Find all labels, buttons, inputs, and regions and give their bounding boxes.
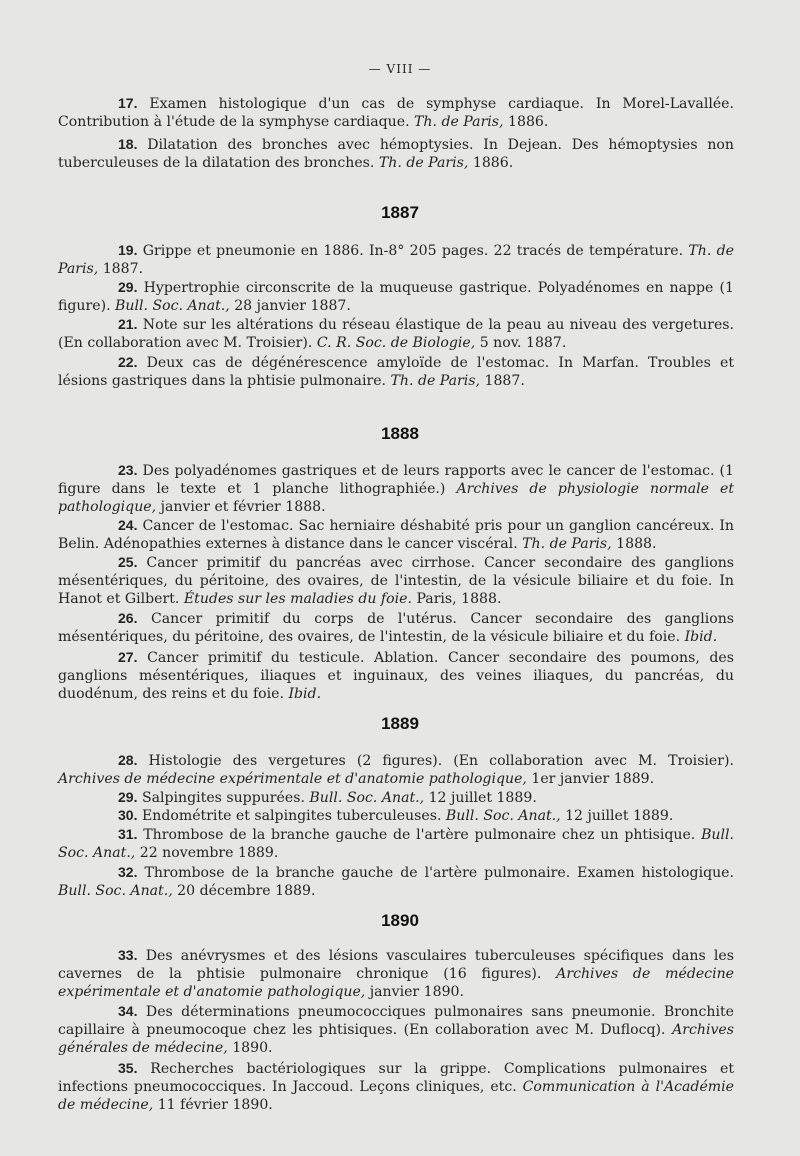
entry-number: 32. (118, 864, 138, 880)
entry-number: 30. (118, 807, 138, 823)
entry-date: janvier 1890. (369, 984, 464, 1001)
year-heading-1890: 1890 (381, 911, 419, 930)
entry-source: Th. de Paris, (390, 373, 481, 390)
entry-date: 28 janvier 1887. (234, 298, 351, 315)
entry-text: Des déterminations pneumococciques pulmonaires sans pneumonie. Bronchite capillaire à pneumocoque chez les phtisiques. (En collaboration avec M. Duflocq). (58, 1004, 734, 1039)
bibliography-entry (58, 1002, 734, 1058)
year-heading-1887: 1887 (381, 203, 419, 222)
entry-text: Hypertrophie circonscrite de la muqueuse gastrique. Polyadénomes en nappe (1 figure). (58, 280, 734, 315)
page-number: — VIII — (368, 62, 432, 76)
entry-text: Des anévrysmes et des lésions vasculaires tuberculeuses spécifiques dans les cavernes de la phtisie pulmonaire chronique (16 figures). (58, 948, 734, 983)
entry-number: 25. (118, 554, 138, 570)
bibliography-entry (58, 516, 734, 553)
entry-text: Histologie des vergetures (2 figures). (En collaboration avec M. Troisier). (148, 753, 734, 769)
entry-number: 17. (118, 95, 138, 111)
entry-number: 33. (118, 947, 138, 963)
bibliography-entry (58, 94, 734, 131)
entry-date: 20 décembre 1889. (177, 883, 316, 900)
entry-number: 23. (118, 462, 138, 478)
entry-text: Thrombose de la branche gauche de l'artère pulmonaire. Examen histologique. (144, 865, 734, 881)
bibliography-entry (58, 806, 734, 825)
entry-source: C. R. Soc. de Biologie, (316, 335, 476, 352)
entry-source: Bull. Soc. Anat., (309, 790, 425, 806)
entry-source: Ibid. (288, 686, 322, 703)
entry-date: 1890. (232, 1040, 273, 1057)
entry-date: 11 février 1890. (157, 1097, 273, 1114)
entry-source: Bull. Soc. Anat., (445, 808, 561, 824)
entry-text: Grippe et pneumonie en 1886. In-8° 205 pages. 22 tracés de température. (142, 243, 684, 259)
bibliography-entry (58, 788, 734, 807)
entry-source: Archives de médecine expérimentale et d'anatomie pathologique, (58, 771, 527, 788)
entry-date: 1er janvier 1889. (531, 771, 655, 788)
bibliography-entry (58, 825, 734, 862)
entry-text: Cancer de l'estomac. Sac herniaire déshabité pris pour un ganglion cancéreux. In Belin. Adénopathies externes à distance dans le cancer viscéral. (58, 518, 734, 553)
entry-number: 24. (118, 517, 138, 533)
entry-number: 28. (118, 752, 138, 768)
year-heading-1889: 1889 (381, 714, 419, 733)
entry-date: 5 nov. 1887. (479, 335, 567, 352)
entry-text: Deux cas de dégénérescence amyloïde de l'estomac. In Marfan. Troubles et lésions gastriques dans la phtisie pulmonaire. (58, 355, 734, 390)
bibliography-entry (58, 751, 734, 788)
entry-number: 27. (118, 649, 138, 665)
entry-text: Recherches bactériologiques sur la grippe. Complications pulmonaires et infections pneumococciques. In Jaccoud. Leçons cliniques, etc. (58, 1061, 734, 1096)
entry-text: Dilatation des bronches avec hémoptysies. In Dejean. Des hémoptysies non tuberculeuses de la dilatation des bronches. (58, 137, 734, 172)
bibliography-entry (58, 315, 734, 352)
entry-text: Des polyadénomes gastriques et de leurs rapports avec le cancer de l'estomac. (1 figure dans le texte et 1 planche lithographiée.) (58, 463, 734, 498)
entry-number: 34. (118, 1003, 138, 1019)
entry-date: 1886. (508, 114, 549, 131)
entry-text: Note sur les altérations du réseau élastique de la peau au niveau des vergetures. (En collaboration avec M. Troisier). (58, 317, 735, 352)
entry-source: Bull. Soc. Anat., (115, 298, 230, 315)
entry-source: Th. de Paris, (378, 155, 469, 172)
bibliography-entry (58, 863, 734, 900)
entry-text: Cancer primitif du testicule. Ablation. Cancer secondaire des poumons, des ganglions mésentériques, iliaques et inguinaux, des veines iliaques, du pancréas, du duodénum, des reins et du foie. (58, 650, 735, 703)
bibliography-entry (58, 461, 734, 517)
entry-number: 18. (118, 136, 138, 152)
bibliography-entry (58, 278, 734, 315)
bibliography-entry (58, 648, 734, 704)
year-heading-1888: 1888 (381, 424, 419, 443)
entry-text: Salpingites suppurées. (141, 790, 305, 806)
entry-date: Paris, 1888. (416, 591, 502, 608)
entry-number: 22. (118, 354, 138, 370)
entry-text: Cancer primitif du pancréas avec cirrhose. Cancer secondaire des ganglions mésentériques, du péritoine, des ovaires, de l'intestin, de la vésicule biliaire et du foie. In Hanot et Gilbert. (58, 555, 735, 608)
entry-source: Études sur les maladies du foie. (183, 591, 412, 608)
entry-source: Bull. Soc. Anat., (58, 827, 734, 862)
bibliography-entry (58, 241, 734, 278)
entry-text: Thrombose de la branche gauche de l'artère pulmonaire chez un phtisique. (143, 827, 696, 843)
entry-source: Th. de Paris, (414, 114, 504, 131)
entry-source: Archives générales de médecine, (58, 1022, 734, 1057)
entry-number: 35. (118, 1060, 138, 1076)
entry-source: Ibid. (684, 629, 718, 646)
entry-text: Examen histologique d'un cas de symphyse cardiaque. In Morel-Lavallée. Contribution à l'étude de la symphyse cardiaque. (58, 96, 735, 131)
entry-date: 12 juillet 1889. (428, 790, 537, 806)
bibliography-entry (58, 135, 734, 172)
entry-source: Th. de Paris, (58, 243, 734, 278)
entry-date: 1888. (616, 536, 657, 553)
entry-date: 22 novembre 1889. (139, 845, 279, 862)
bibliography-entry (58, 946, 734, 1002)
entry-text: Endométrite et salpingites tuberculeuses. (141, 808, 442, 824)
entry-text: Cancer primitif du corps de l'utérus. Cancer secondaire des ganglions mésentériques, du péritoine, des ovaires, de l'intestin, de la vésicule biliaire et du foie. (58, 611, 735, 646)
bibliography-entry (58, 1059, 734, 1115)
entry-source: Communication à l'Académie de médecine, (58, 1079, 735, 1114)
bibliography-entry (58, 353, 734, 390)
entry-date: 1887. (484, 373, 525, 390)
entry-source: Bull. Soc. Anat., (58, 883, 173, 900)
entry-number: 19. (118, 242, 138, 258)
entry-date: 1886. (472, 155, 514, 172)
entry-number: 26. (118, 610, 138, 626)
entry-number: 21. (118, 316, 138, 332)
bibliography-entry (58, 553, 734, 609)
entry-date: janvier et février 1888. (160, 499, 326, 516)
entry-date: 1887. (102, 261, 144, 278)
entry-number: 29. (118, 279, 138, 295)
entry-number: 29. (118, 789, 138, 805)
entry-source: Th. de Paris, (522, 536, 612, 553)
bibliography-entry (58, 609, 734, 646)
entry-date: 12 juillet 1889. (565, 808, 674, 824)
entry-number: 31. (118, 826, 138, 842)
entry-source: Archives de médecine expérimentale et d'anatomie pathologique, (58, 966, 734, 1001)
entry-source: Archives de physiologie normale et pathologique, (58, 481, 734, 516)
